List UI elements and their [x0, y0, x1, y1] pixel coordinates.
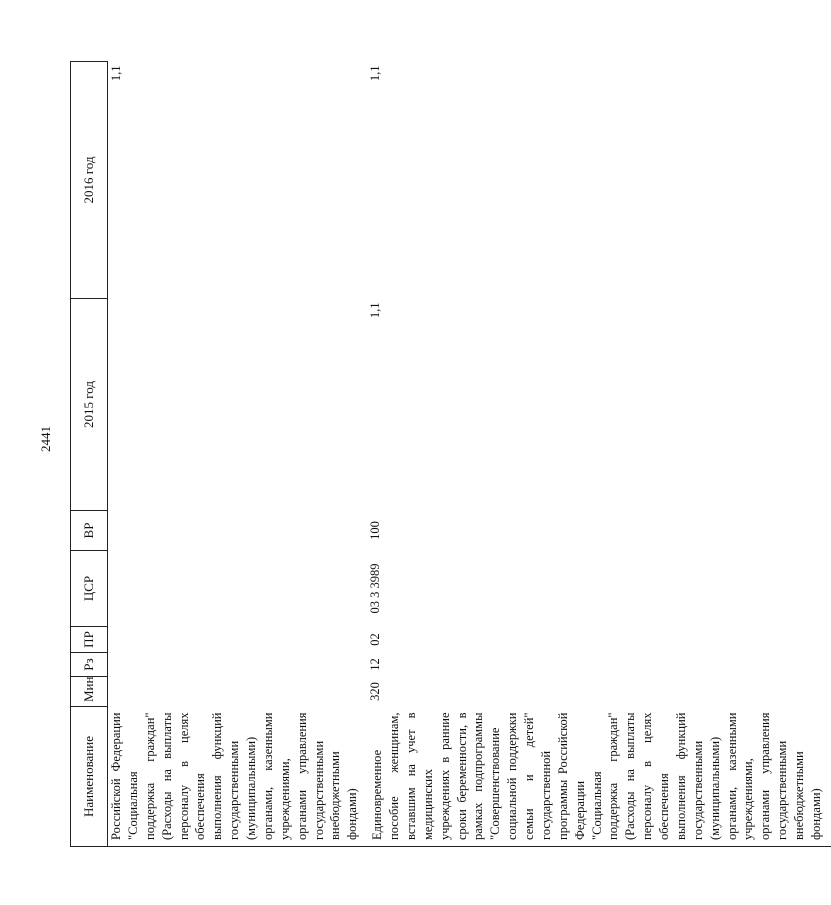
row-vr: 100: [368, 521, 383, 540]
table-row: [367, 62, 831, 847]
page-number: 2441: [38, 426, 53, 452]
row-rz: [108, 653, 368, 677]
header-2016: 2016 год: [71, 62, 108, 299]
row-rz: 12: [368, 658, 383, 671]
row-min: [108, 677, 368, 707]
row-2016: 1,1: [368, 65, 383, 82]
row-csr: [108, 551, 368, 627]
row-2016: 1,1: [109, 65, 123, 82]
header-min: Мин: [71, 677, 108, 707]
header-csr: ЦСР: [71, 551, 108, 627]
header-rz: Рз: [71, 653, 108, 677]
header-vr: ВР: [71, 511, 108, 551]
budget-table: [70, 61, 831, 847]
table-row: [108, 62, 368, 847]
row-2015: [108, 299, 368, 511]
table-header-row: [71, 62, 108, 847]
header-name: Наименование: [71, 707, 108, 847]
row-pr: 02: [368, 633, 383, 646]
header-2015: 2015 год: [71, 299, 108, 511]
row-name: Российской Федерации "Социальная поддержка граждан" (Расходы на выплаты персоналу в целях обеспечения выполнения функций государственными (муниципальными) органами, казенными учреждениями, органами управления государственными внебюджетными фондами): [108, 707, 368, 847]
row-csr: 03 3 3989: [368, 563, 383, 614]
row-2015: 1,1: [368, 302, 383, 319]
row-name: Единовременное пособие женщинам, вставшим на учет в медицинских учреждениях в ранние сроки беременности, в рамках подпрограммы "Совершенствование социальной поддержки семьи и детей" государственной программы Российской Федерации "Социальная поддержка граждан" (Расходы на выплаты персоналу в целях обеспечения выполнения функций государственными (муниципальными) органами, казенными учреждениями, органами управления государственными внебюджетными фондами): [367, 707, 831, 847]
row-pr: [108, 627, 368, 653]
header-pr: ПР: [71, 627, 108, 653]
row-vr: [108, 511, 368, 551]
row-min: 320: [368, 682, 383, 701]
